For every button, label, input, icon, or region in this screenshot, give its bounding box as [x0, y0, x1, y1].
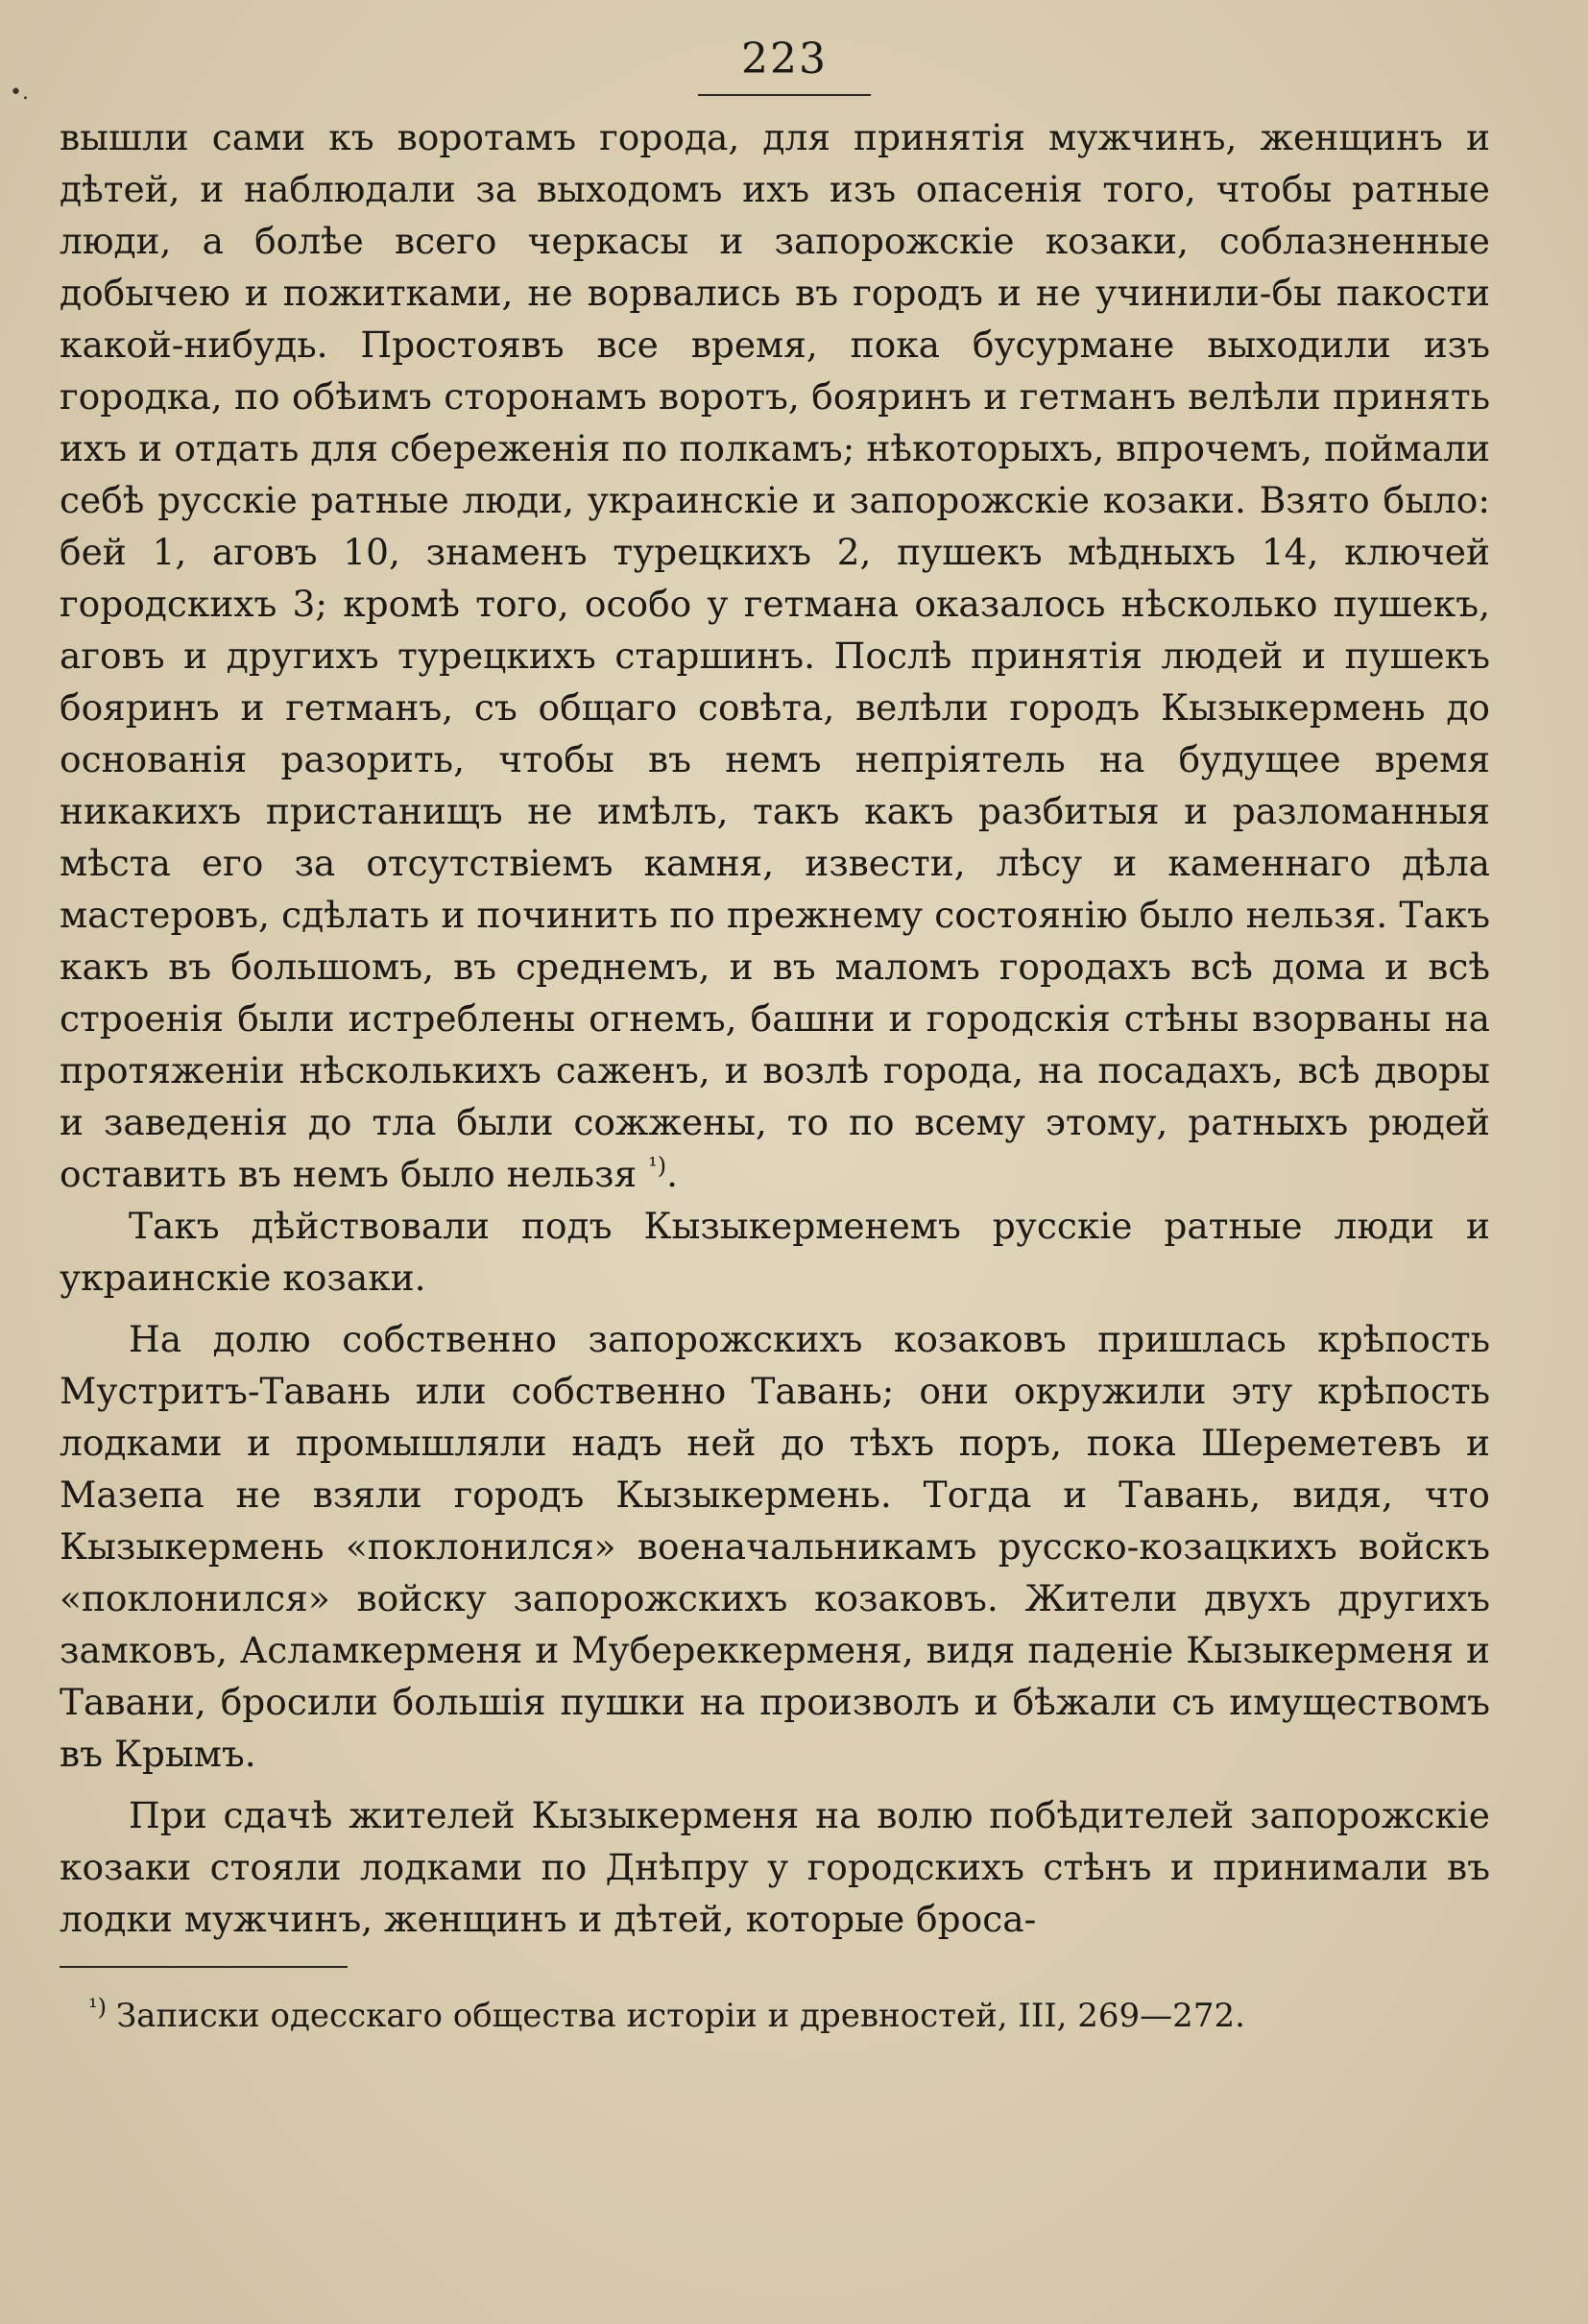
footnote [60, 1995, 1490, 2037]
paragraph-2: Такъ дѣйствовали подъ Кызыкерменемъ русскіе ратные люди и украинскіе козаки. [60, 1205, 1490, 1299]
margin-mark: •. [10, 81, 29, 105]
paragraph-1-text: вышли сами къ воротамъ города, для принятія мужчинъ, женщинъ и дѣтей, и наблюдали за выходомъ ихъ изъ опасенія того, чтобы ратные люди, а болѣе всего черкасы и запорожскіе козаки, соблазненные добычею и пожитками, не ворвались въ городъ и не учинили-бы пакости какой-нибудь. Простоявъ все время, пока бусурмане выходили изъ городка, по обѣимъ сторонамъ воротъ, бояринъ и гетманъ велѣли принять ихъ и отдать для сбереженія по полкамъ; нѣкоторыхъ, впрочемъ, поймали себѣ русскіе ратные люди, украинскіе и запорожскіе козаки. Взято было: бей 1, аговъ 10, знаменъ турецкихъ 2, пушекъ мѣдныхъ 14, ключей городскихъ 3; кромѣ того, особо у гетмана оказалось нѣсколько пушекъ, аговъ и другихъ турецкихъ старшинъ. Послѣ принятія людей и пушекъ бояринъ и гетманъ, съ общаго совѣта, велѣли городъ Кызыкермень до основанія разорить, чтобы въ немъ непріятель на будущее время никакихъ пристанищъ не имѣлъ, такъ какъ разбитыя и разломанныя мѣста его за отсутствіемъ камня, извести, лѣсу и каменнаго дѣла мастеровъ, сдѣлать и починить по прежнему состоянію было нельзя. Такъ какъ въ большомъ, въ среднемъ, и въ маломъ городахъ всѣ дома и всѣ строенія были истреблены огнемъ, башни и городскія стѣны взорваны на протяженіи нѣсколькихъ саженъ, и возлѣ города, на посадахъ, всѣ дворы и заведенія до тла были сожжены, то по всему этому, ратныхъ рюдей оставить въ немъ было нельзя [60, 116, 1490, 1195]
footnote-reference[interactable]: ¹) [648, 1152, 667, 1180]
paragraph-4: При сдачѣ жителей Кызыкерменя на волю побѣдителей запорожскіе козаки стояли лодками по Днѣпру у городскихъ стѣнъ и принимали въ лодки мужчинъ, женщинъ и дѣтей, которые броса- [60, 1794, 1490, 1940]
book-page [60, 35, 1490, 2037]
footnote-text: Записки одесскаго общества исторіи и древностей, III, 269—272. [115, 1997, 1245, 2035]
footnote-mark: ¹) [88, 1993, 107, 2021]
paragraph-1 [60, 111, 1490, 1200]
page-number-rule [698, 94, 871, 96]
paragraph-3: На долю собственно запорожскихъ козаковъ пришлась крѣпость Муcтритъ-Тавань или собственно Тавань; они окружили эту крѣпость лодками и промышляли надъ ней до тѣхъ поръ, пока Шереметевъ и Мазепа не взяли городъ Кызыкермень. Тогда и Тавань, видя, что Кызыкермень «поклонился» военачальникамъ русско-козацкихъ войскъ «поклонился» войску запорожскихъ козаковъ. Жители двухъ другихъ замковъ, Асламкерменя и Мубереккерменя, видя паденіе Кызыкерменя и Тавани, бросили большія пушки на произволъ и бѣжали съ имуществомъ въ Крымъ. [60, 1318, 1490, 1775]
paragraph-1-end: . [666, 1153, 678, 1195]
body-text [60, 111, 1490, 1945]
footnote-rule [60, 1966, 348, 1968]
page-number: 223 [741, 35, 828, 84]
